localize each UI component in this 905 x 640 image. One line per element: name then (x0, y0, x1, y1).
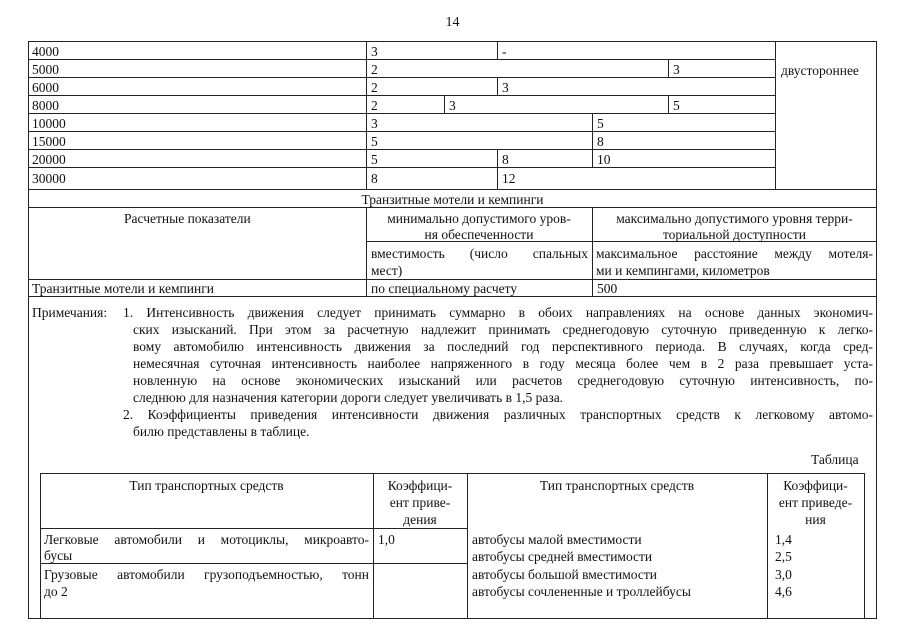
row-intensity: 8000 (32, 98, 59, 113)
page-number: 14 (445, 15, 460, 30)
vehicle-type: автобусы малой вместимости (472, 532, 642, 547)
sub-header-distance: максимальное расстояние между мотеля- (596, 246, 873, 261)
note-line: вому автомобилю интенсивность движения за последний год перспективного периода. В случаях, когда сред- (133, 339, 873, 354)
coefficient-value: 2,5 (775, 549, 792, 564)
motels-title: Транзитные мотели и кемпинги (361, 192, 544, 207)
row-intensity: 20000 (32, 152, 66, 167)
header-coefficient: ент приведе- (778, 495, 853, 510)
row-intensity: 30000 (32, 171, 66, 186)
cell-value: 8 (502, 152, 509, 167)
sub-header-capacity: мест) (371, 263, 403, 278)
note-line: ских изысканий. При этом за расчетную надлежит принимать среднегодовую суточную приведенную к легко- (133, 322, 873, 337)
vehicle-type: автобусы средней вместимости (472, 549, 653, 564)
cell-value: 3 (371, 44, 378, 59)
cell-value: 3 (673, 62, 680, 77)
cell-value: 3 (502, 80, 509, 95)
notes-prefix: Примечания: (32, 305, 108, 320)
cell-value: 12 (502, 171, 516, 186)
vehicle-type: Легковые автомобили и мотоциклы, микроавто- (44, 532, 369, 547)
header-coefficient: ент приве- (389, 495, 451, 510)
coefficient-value: 1,0 (378, 532, 395, 547)
header-coefficient: Коэффици- (783, 478, 848, 493)
vehicle-type: до 2 (44, 584, 68, 599)
cell-value: 5 (371, 134, 378, 149)
header-coefficient: дения (403, 512, 437, 527)
col-header-max-level: ториальной доступности (662, 227, 807, 242)
cell-value: 8 (371, 171, 378, 186)
cell-value: - (502, 44, 507, 59)
vehicle-type: автобусы большой вместимости (472, 567, 657, 582)
cell-value: 2 (371, 62, 378, 77)
vehicle-type: Грузовые автомобили грузоподъемностью, тонн (44, 567, 369, 582)
vehicle-type: бусы (44, 548, 73, 563)
motels-row-capacity: по специальному расчету (371, 281, 518, 296)
header-coefficient: Коэффици- (387, 478, 453, 493)
two-way-label: двустороннее (781, 63, 859, 78)
cell-value: 5 (597, 116, 604, 131)
col-header-indicators: Расчетные показатели (124, 211, 251, 226)
note-line: новленную на основе экономических изысканий или расчетов среднегодовую суточную интенсивность, по- (133, 373, 873, 388)
motels-row-distance: 500 (597, 281, 618, 296)
note-line: немесячная суточная интенсивность наиболее напряженного в году месяца более чем в 2 раза превышает уста- (133, 356, 873, 371)
row-intensity: 10000 (32, 116, 66, 131)
col-header-max-level: максимально допустимого уровня терри- (616, 211, 853, 226)
cell-value: 5 (673, 98, 680, 113)
table-label: Таблица (811, 452, 859, 467)
motels-row-label: Транзитные мотели и кемпинги (32, 281, 214, 296)
note-line: 1. Интенсивность движения следует принимать суммарно в обоих направлениях на основе данных экономич- (123, 305, 873, 320)
row-intensity: 4000 (32, 44, 59, 59)
col-header-min-level: ня обеспеченности (424, 227, 534, 242)
cell-value: 3 (371, 116, 378, 131)
row-intensity: 6000 (32, 80, 59, 95)
row-intensity: 15000 (32, 134, 66, 149)
note-line: 2. Коэффициенты приведения интенсивности движения различных транспортных средств к легковому автомо- (123, 407, 873, 422)
cell-value: 2 (371, 80, 378, 95)
header-vehicle-type: Тип транспортных средств (129, 478, 284, 493)
note-line: билю представлены в таблице. (133, 424, 310, 439)
header-vehicle-type: Тип транспортных средств (539, 478, 695, 493)
vehicle-type: автобусы сочлененные и троллейбусы (472, 584, 691, 599)
coefficient-value: 3,0 (775, 567, 792, 582)
cell-value: 10 (597, 152, 611, 167)
note-line: следнюю для назначения категории дороги следует увеличивать в 1,5 раза. (133, 390, 564, 405)
cell-value: 2 (371, 98, 378, 113)
col-header-min-level: минимально допустимого уров- (387, 211, 571, 226)
header-coefficient: ния (805, 512, 826, 527)
cell-value: 5 (371, 152, 378, 167)
coefficient-value: 1,4 (775, 532, 792, 547)
coefficient-value: 4,6 (775, 584, 792, 599)
row-intensity: 5000 (32, 62, 59, 77)
sub-header-capacity: вместимость (число спальных (371, 246, 588, 261)
cell-value: 3 (449, 98, 456, 113)
cell-value: 8 (597, 134, 604, 149)
sub-header-distance: ми и кемпингами, километров (596, 263, 770, 278)
